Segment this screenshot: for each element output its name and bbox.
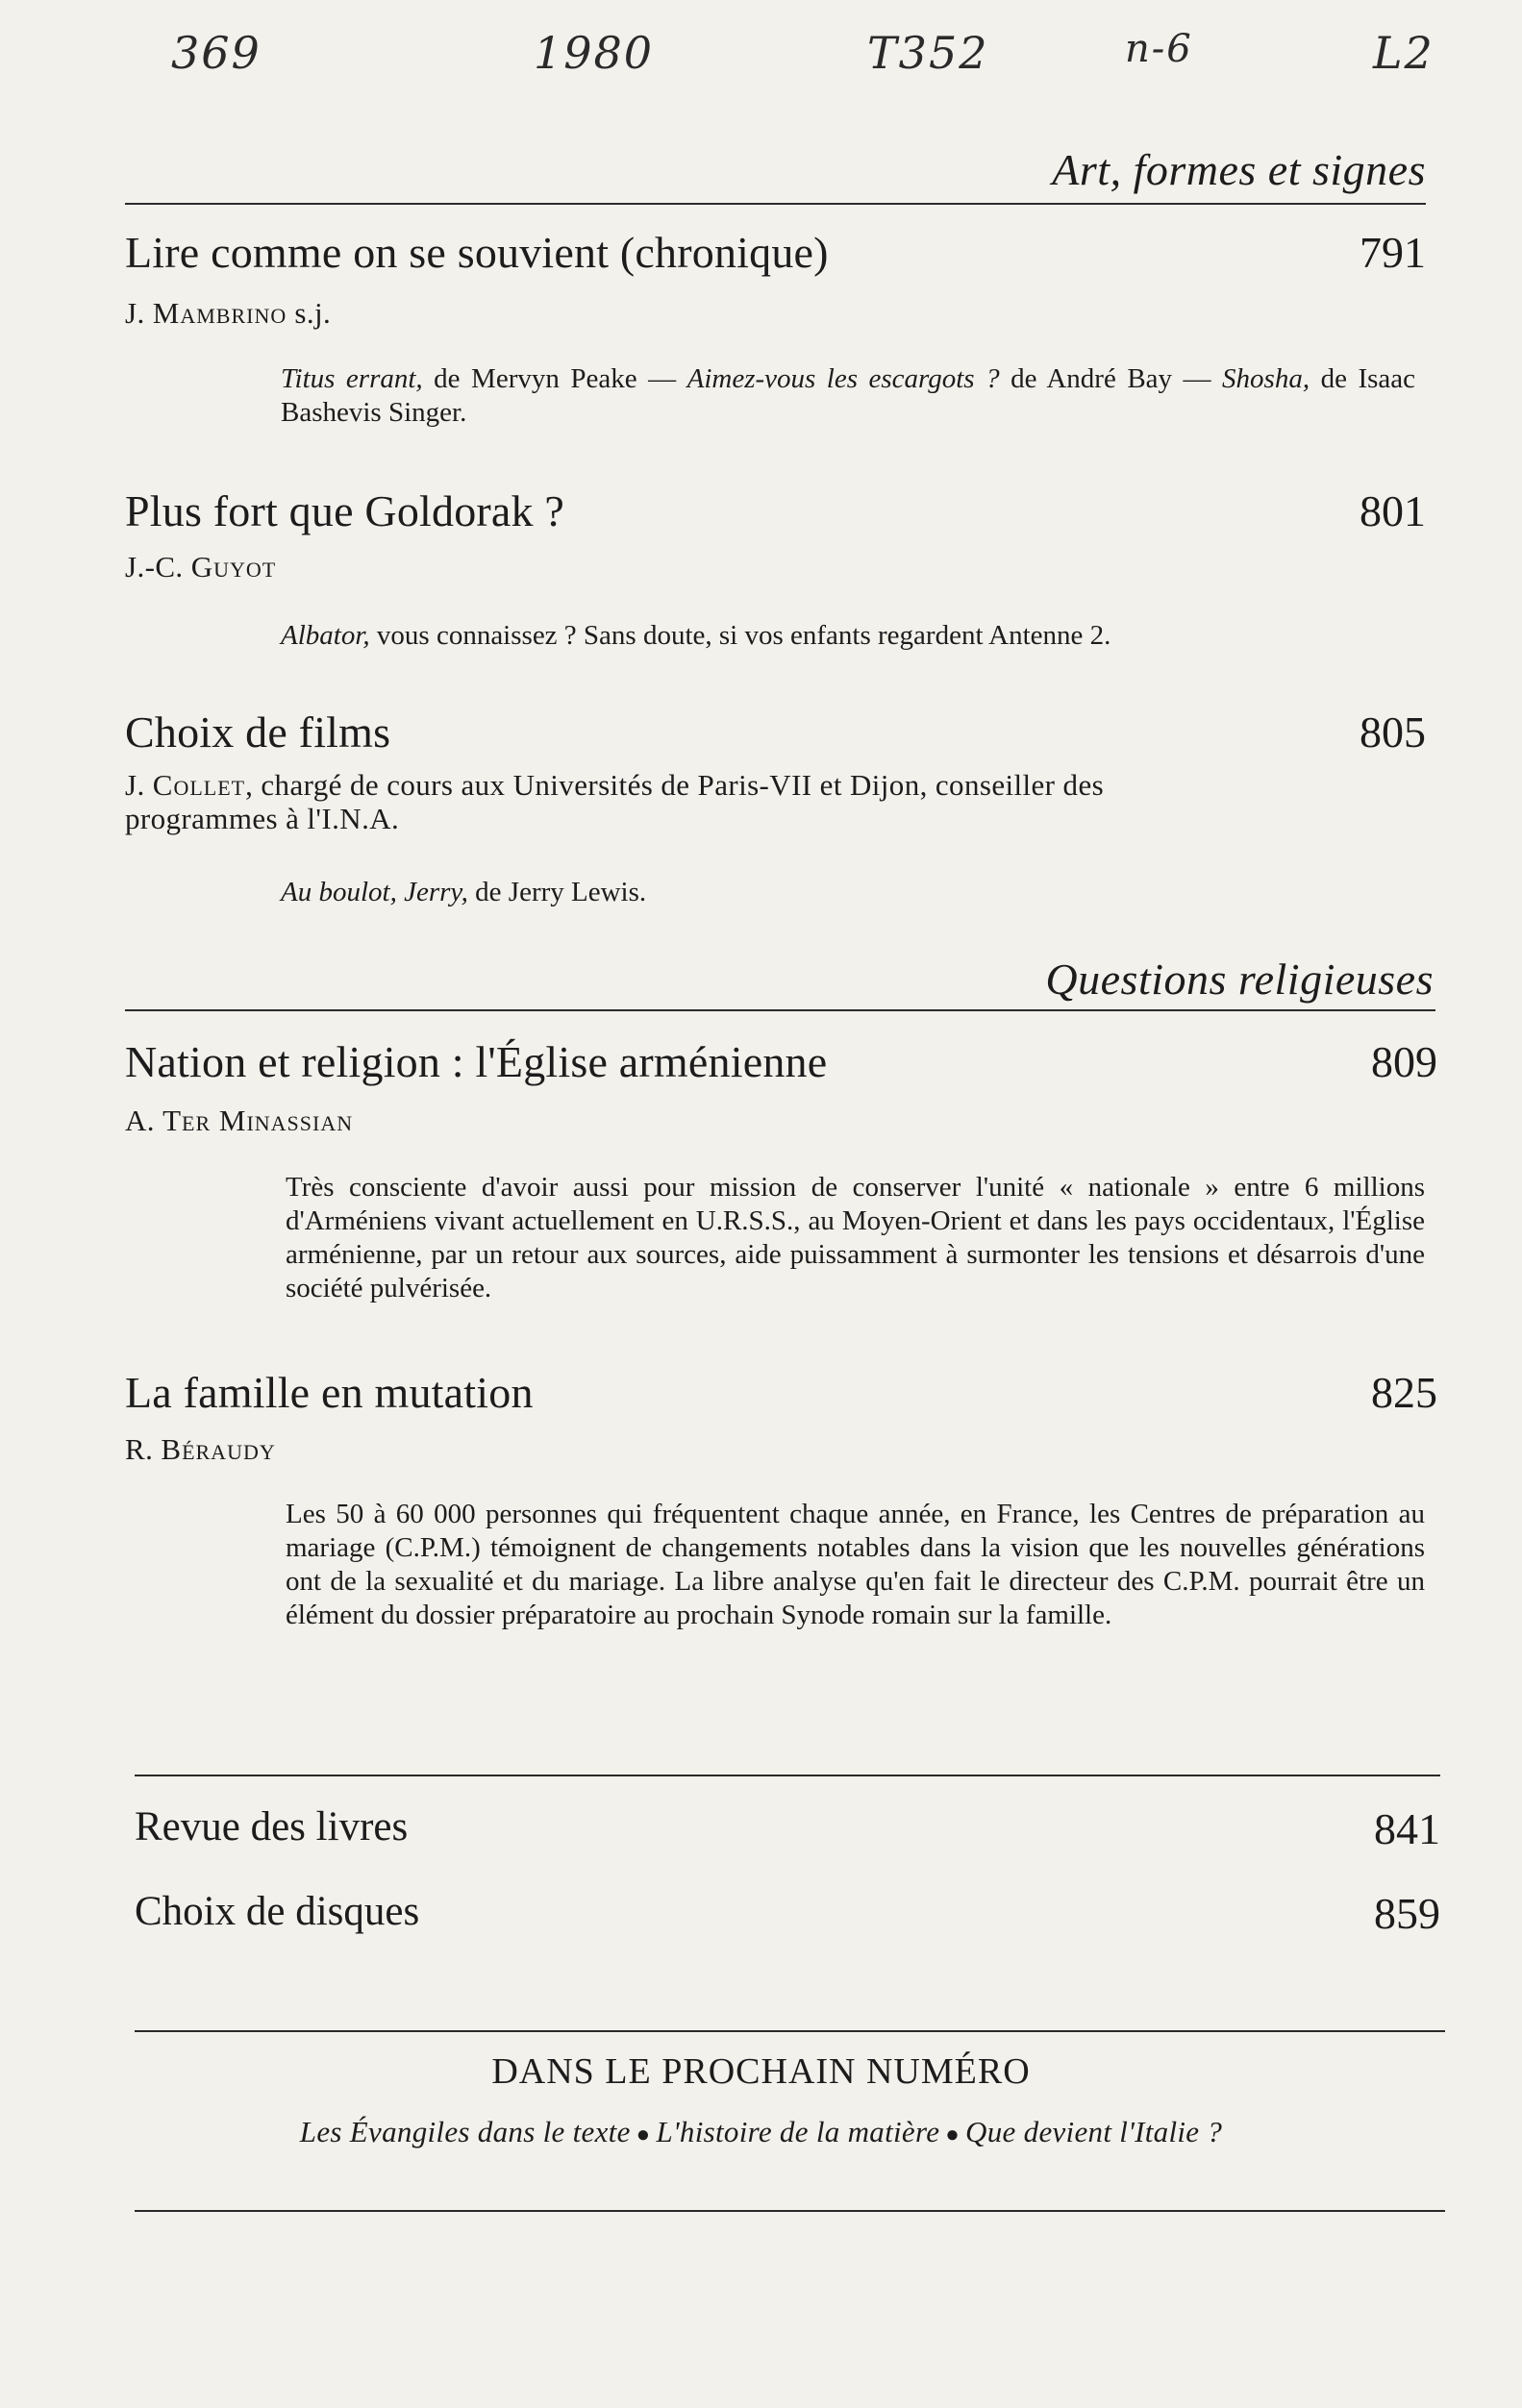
next-issue-item: L'histoire de la matière xyxy=(656,2115,940,2148)
article-author: J. Collet, chargé de cours aux Universités de Paris-VII et Dijon, conseiller des programmes à l'I.N.A. xyxy=(125,768,1105,835)
abstract-run: de Jerry Lewis. xyxy=(467,877,647,907)
abstract-run: Au boulot, Jerry, xyxy=(281,877,468,907)
handwritten-issue: n-6 xyxy=(1125,27,1193,71)
article-author: A. Ter Minassian xyxy=(125,1104,354,1137)
article-abstract xyxy=(281,876,1415,909)
back-matter-rule xyxy=(135,1775,1440,1776)
abstract-run: Aimez-vous les escargots ? xyxy=(686,363,1000,394)
article-author: J.-C. Guyot xyxy=(125,550,277,583)
next-issue-item: Que devient l'Italie ? xyxy=(965,2115,1223,2148)
article-title: La famille en mutation xyxy=(125,1368,534,1417)
abstract-run: de Isaac Bashevis Singer. xyxy=(281,363,1416,428)
section-rule xyxy=(125,1009,1435,1011)
next-issue-heading: DANS LE PROCHAIN NUMÉRO xyxy=(491,2051,1031,2092)
bullet-icon: ● xyxy=(945,2123,961,2147)
section-rule xyxy=(125,203,1426,205)
back-matter-title: Choix de disques xyxy=(135,1889,420,1934)
article-page: 791 xyxy=(1360,228,1426,277)
handwritten-code: T352 xyxy=(867,27,989,79)
article-page: 805 xyxy=(1360,708,1426,757)
article-abstract xyxy=(281,619,1415,653)
abstract-run: Très consciente d'avoir aussi pour mission de conserver l'unité « nationale » entre 6 millions d'Arméniens vivant actuellement en U.R.S.S., au Moyen-Orient et dans les pays occidentaux, l'Église arménienne, par un retour aux sources, aide puissamment à surmonter les tensions et désarrois d'une société pulvérisée. xyxy=(286,1172,1425,1303)
article-page: 801 xyxy=(1360,486,1426,535)
article-page: 825 xyxy=(1371,1368,1437,1417)
article-title: Plus fort que Goldorak ? xyxy=(125,486,565,535)
abstract-run: vous connaissez ? Sans doute, si vos enfants regardent Antenne 2. xyxy=(369,620,1111,651)
next-issue-rule xyxy=(135,2030,1445,2032)
abstract-run: de André Bay — xyxy=(999,363,1223,394)
article-title: Choix de films xyxy=(125,708,391,757)
abstract-run: de Mervyn Peake — xyxy=(422,363,687,394)
article-author: J. Mambrino s.j. xyxy=(125,296,332,330)
article-title: Lire comme on se souvient (chronique) xyxy=(125,228,829,277)
article-author: R. Béraudy xyxy=(125,1432,276,1466)
article-abstract xyxy=(286,1498,1425,1632)
abstract-run: Titus errant, xyxy=(281,363,423,394)
section-heading-religion: Questions religieuses xyxy=(1045,955,1434,1004)
back-matter-title: Revue des livres xyxy=(135,1804,409,1849)
back-matter-page: 841 xyxy=(1374,1804,1440,1853)
handwritten-number: 369 xyxy=(171,27,262,79)
next-issue-item: Les Évangiles dans le texte xyxy=(299,2115,631,2148)
article-abstract xyxy=(286,1171,1425,1305)
bottom-rule xyxy=(135,2210,1445,2212)
bullet-icon: ● xyxy=(636,2123,651,2147)
abstract-run: Albator, xyxy=(281,620,370,651)
next-issue-list xyxy=(0,2115,1522,2149)
article-abstract xyxy=(281,362,1415,430)
back-matter-page: 859 xyxy=(1374,1889,1440,1938)
article-title: Nation et religion : l'Église arménienne xyxy=(125,1037,828,1086)
abstract-run: Les 50 à 60 000 personnes qui fréquentent chaque année, en France, les Centres de préparation au mariage (C.P.M.) témoignent de changements notables dans la vision que les nouvelles générations ont de la sexualité et du mariage. La libre analyse qu'en fait le directeur des C.P.M. pourrait être un élément du dossier préparatoire au prochain Synode romain sur la famille. xyxy=(286,1499,1425,1630)
handwritten-year: 1980 xyxy=(534,27,655,79)
section-heading-art: Art, formes et signes xyxy=(1052,145,1426,194)
article-page: 809 xyxy=(1371,1037,1437,1086)
handwritten-mark: L2 xyxy=(1373,27,1435,79)
abstract-run: Shosha, xyxy=(1222,363,1310,394)
